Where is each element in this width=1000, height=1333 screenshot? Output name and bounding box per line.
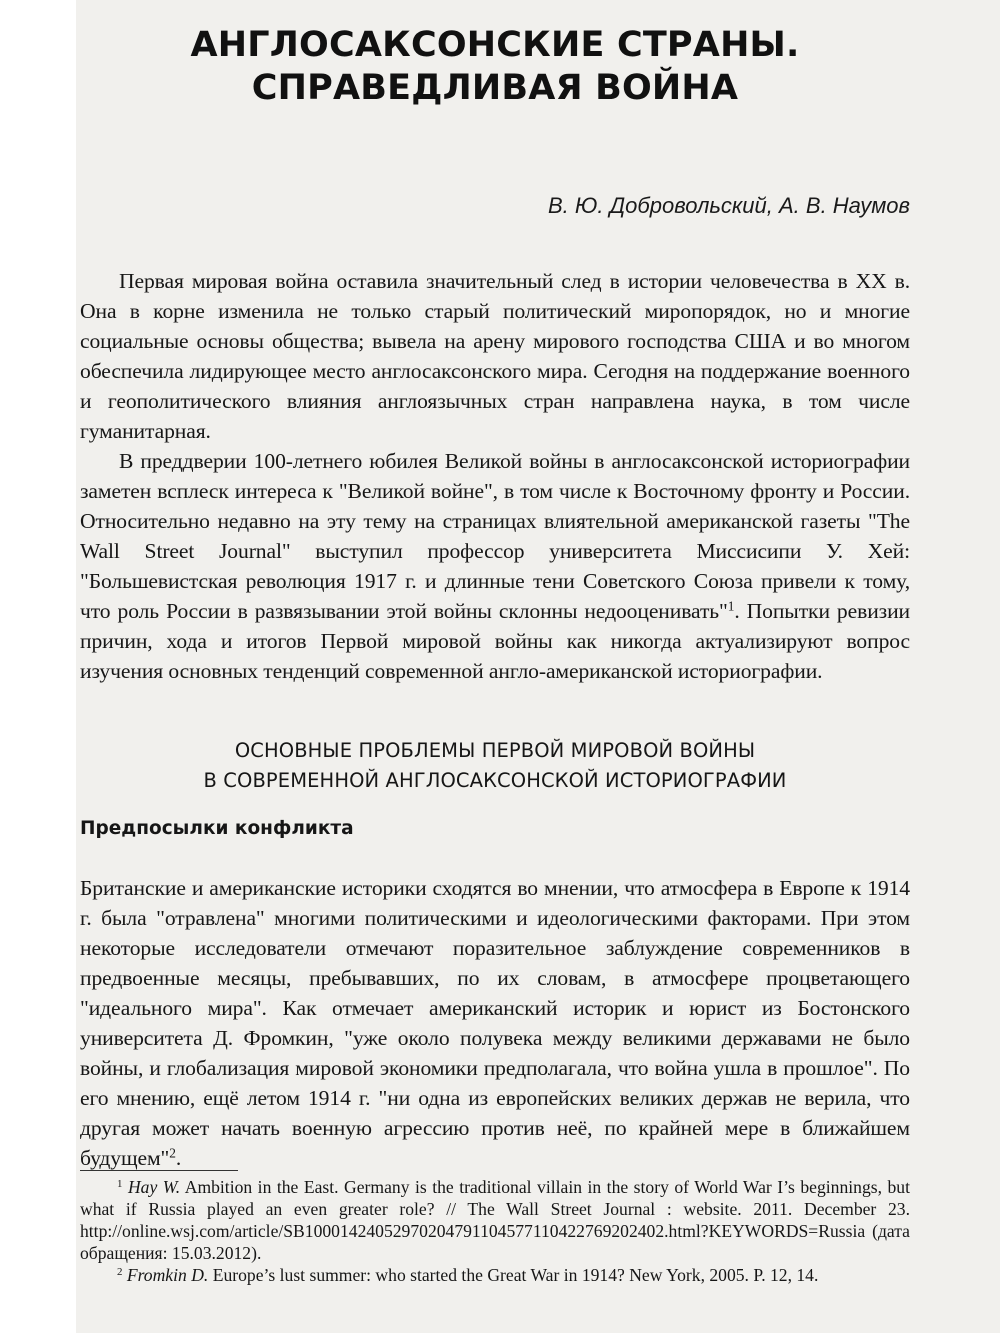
intro-paragraph-2-text-b: . Попытки ревизии причин, хода и итогов Первой мировой войны как никогда актуализируют вопрос изучения основных тенденций современной англо-американской историографии. — [80, 599, 910, 683]
page-title-line-2: СПРАВЕДЛИВАЯ ВОЙНА — [251, 68, 739, 108]
subsection-text — [80, 873, 910, 1173]
footnote-author: Hay W. — [127, 1177, 181, 1197]
page-title — [80, 24, 910, 110]
page-title-line-1: АНГЛОСАКСОНСКИЕ СТРАНЫ. — [190, 25, 800, 65]
intro-text — [80, 266, 910, 686]
subsection-paragraph-1-text-b: . — [175, 1146, 182, 1170]
section-heading-line-1: ОСНОВНЫЕ ПРОБЛЕМЫ ПЕРВОЙ МИРОВОЙ ВОЙНЫ — [234, 739, 756, 762]
footnote-1 — [80, 1176, 910, 1264]
footnote-number: 1 — [117, 1178, 123, 1190]
section-heading — [80, 736, 910, 796]
footnote-author: Fromkin D. — [126, 1265, 209, 1285]
intro-paragraph-2-text-a: В преддверии 100-летнего юбилея Великой войны в англосаксонской историографии заметен всплеск интереса к "Великой войне", в том числе к Восточному фронту и России. Относительно недавно на эту тему на страницах влиятельной американской газеты "The Wall Street Journal" выступил профессор университета Миссисипи У. Хей: "Большевистская революция 1917 г. и длинные тени Советского Союза привели к тому, что роль России в развязывании этой войны склонны недооценивать" — [80, 449, 910, 623]
article-authors: В. Ю. Добровольский, А. В. Наумов — [548, 193, 910, 218]
subsection-paragraph-1 — [80, 873, 910, 1173]
footnote-2 — [80, 1264, 910, 1286]
footnote-text: Ambition in the East. Germany is the traditional villain in the story of World War I’s beginnings, but what if Russia played an even greater role? // The Wall Street Journal : website. 2011. December 23. http://online.wsj.com/article/SB10001424052970204791104577110422769202402.html?KEYWORDS=Russia (дата обращения: 15.03.2012). — [80, 1177, 910, 1263]
subsection-heading: Предпосылки конфликта — [80, 818, 354, 839]
footnotes — [80, 1176, 910, 1286]
subsection-paragraph-1-text-a: Британские и американские историки сходятся во мнении, что атмосфера в Европе к 1914 г. была "отравлена" многими политическими и идеологическими факторами. При этом некоторые исследователи отмечают поразительное заблуждение современников в предвоенные месяцы, пребывавших, по их словам, в атмосфере процветающего "идеального мира". Как отмечает американский историк и юрист из Бостонского университета Д. Фромкин, "уже около полувека между великими державами не было войны, и глобализация мировой экономики предполагала, что война ушла в прошлое". По его мнению, ещё летом 1914 г. "ни одна из европейских великих держав не верила, что другая может начать военную агрессию против неё, по крайней мере в ближайшем будущем" — [80, 876, 910, 1170]
intro-paragraph-1: Первая мировая война оставила значительный след в истории человечества в XX в. Она в корне изменила не только старый политический миропорядок, но и многие социальные основы общества; вывела на арену мирового господства США и во многом обеспечила лидирующее место англосаксонского мира. Сегодня на поддержание военного и геополитического влияния англоязычных стран направлена наука, в том числе гуманитарная. — [80, 269, 910, 443]
intro-paragraph-2 — [80, 446, 910, 686]
footnote-ref-1: 1 — [727, 598, 735, 614]
footnote-divider — [80, 1170, 238, 1171]
section-heading-line-2: В СОВРЕМЕННОЙ АНГЛОСАКСОНСКОЙ ИСТОРИОГРАФИИ — [203, 769, 787, 792]
footnote-number: 2 — [117, 1266, 123, 1278]
footnote-text: Europe’s lust summer: who started the Great War in 1914? New York, 2005. P. 12, 14. — [208, 1265, 819, 1285]
footnote-ref-2: 2 — [169, 1145, 176, 1161]
